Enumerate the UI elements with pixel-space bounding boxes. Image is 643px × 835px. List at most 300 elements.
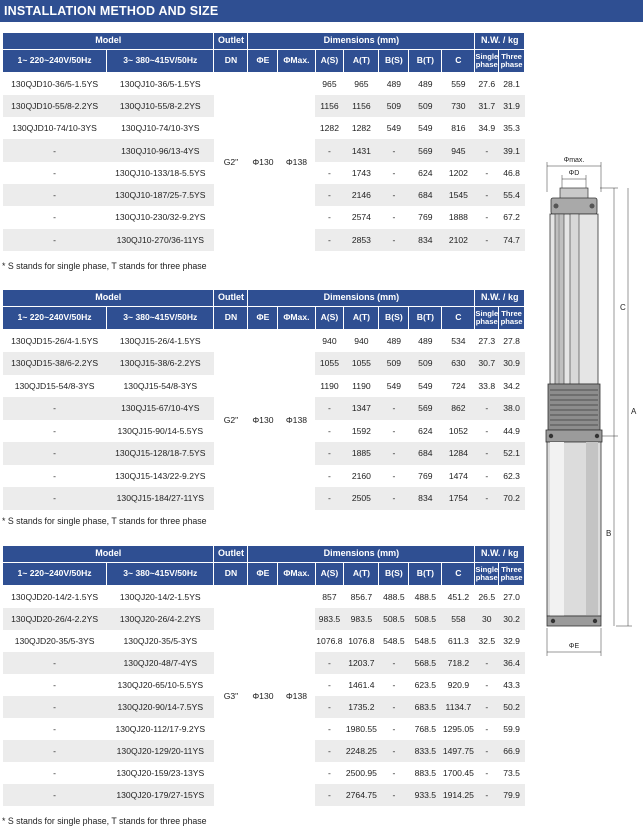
single-phase-model: - xyxy=(3,442,107,465)
outlet-dn: G2" xyxy=(214,73,248,251)
dimensions-header: Dimensions (mm) xyxy=(248,33,475,50)
nw-header: N.W. / kg xyxy=(475,33,525,50)
outlet-header: Outlet xyxy=(214,546,248,563)
weight-three: 62.3 xyxy=(503,470,520,481)
weight-three: 43.3 xyxy=(503,679,520,690)
a-s-value: - xyxy=(328,723,331,734)
model-header: Model xyxy=(3,546,214,563)
weight-three: 35.3 xyxy=(503,123,520,134)
weight-single: - xyxy=(475,784,499,806)
single-phase-model: - xyxy=(53,723,57,734)
coupling-flange xyxy=(546,430,602,442)
outlet-dn: G3" xyxy=(214,586,248,806)
weight-single-header: Single phase xyxy=(475,563,499,586)
weight-three: 52.1 xyxy=(499,442,525,465)
c-value: 1202 xyxy=(448,167,468,178)
three-phase-model: 130QJ15-26/4-1.5YS xyxy=(119,336,201,346)
b-t-value: 769 xyxy=(418,470,433,481)
weight-single: - xyxy=(475,184,499,206)
phi-max-value: Φ138 xyxy=(278,586,315,806)
weight-single: 34.9 xyxy=(478,123,496,134)
a-t-value: 1592 xyxy=(351,425,371,436)
pump-dimension-drawing xyxy=(538,152,638,662)
weight-single: - xyxy=(475,229,499,251)
a-s-value: - xyxy=(328,470,331,481)
a-s-value: - xyxy=(315,139,344,161)
single-phase-model: 130QJD10-36/5-1.5YS xyxy=(11,78,99,89)
three-phase-model: 130QJ20-179/27-15YS xyxy=(107,784,214,806)
b-s-header: B(S) xyxy=(379,563,409,586)
b-t-value: 548.5 xyxy=(414,635,437,646)
b-s-value: 549 xyxy=(386,123,402,134)
phi-max-header: ΦMax. xyxy=(278,307,315,330)
single-phase-model: 130QJD15-38/6-2.2YS xyxy=(3,352,107,375)
phi-max-label: Φmax. xyxy=(563,157,585,164)
a-s-value: - xyxy=(315,652,344,674)
b-t-value: 834 xyxy=(409,487,442,510)
three-phase-header: 3~ 380~415V/50Hz xyxy=(107,50,214,73)
b-t-value: 488.5 xyxy=(414,591,437,602)
single-phase-model: 130QJD20-35/5-3YS xyxy=(14,635,95,646)
weight-three: 67.2 xyxy=(503,212,520,223)
a-t-value: 2764.75 xyxy=(344,784,379,806)
table-row xyxy=(3,330,525,353)
spec-table-qj10 xyxy=(2,32,525,251)
weight-three: 28.1 xyxy=(503,78,520,89)
footnote: * S stands for single phase, T stands for three phase xyxy=(2,816,207,826)
single-phase-header: 1~ 220~240V/50Hz xyxy=(3,307,107,330)
phi-max-value: Φ138 xyxy=(278,330,315,510)
weight-single: - xyxy=(475,397,499,420)
a-s-value: 940 xyxy=(322,336,337,346)
b-s-value: - xyxy=(379,696,409,718)
table-row xyxy=(3,73,525,95)
dn-header: DN xyxy=(214,50,248,73)
weight-single-header: Single phase xyxy=(475,50,499,73)
three-phase-model: 130QJ15-90/14-5.5YS xyxy=(117,425,204,436)
three-phase-model: 130QJ10-187/25-7.5YS xyxy=(107,184,214,206)
single-phase-model: - xyxy=(3,652,107,674)
dn-header: DN xyxy=(214,563,248,586)
b-t-value: 883.5 xyxy=(414,767,437,778)
weight-single: 30 xyxy=(475,608,499,630)
three-phase-model: 130QJ20-129/20-11YS xyxy=(107,740,214,762)
a-t-value: 1203.7 xyxy=(344,652,379,674)
c-value: 862 xyxy=(442,397,475,420)
outlet-header: Outlet xyxy=(214,290,248,307)
a-t-value: 1282 xyxy=(351,123,371,134)
a-s-value: 1055 xyxy=(315,352,344,375)
b-s-header: B(S) xyxy=(379,307,409,330)
single-phase-model: - xyxy=(53,167,57,178)
a-s-value: 857 xyxy=(322,591,337,602)
nw-header: N.W. / kg xyxy=(475,546,525,563)
a-t-value: 2160 xyxy=(351,470,371,481)
phi-e-value: Φ130 xyxy=(248,330,278,510)
b-s-value: - xyxy=(392,723,396,734)
single-phase-model: - xyxy=(3,696,107,718)
b-t-value: 509 xyxy=(409,352,442,375)
c-value: 1284 xyxy=(442,442,475,465)
a-s-value: - xyxy=(315,184,344,206)
b-s-value: - xyxy=(379,740,409,762)
b-s-value: - xyxy=(379,397,409,420)
c-value: 816 xyxy=(451,123,466,134)
weight-three-header: Three phase xyxy=(499,50,525,73)
b-s-value: - xyxy=(379,442,409,465)
single-phase-model: - xyxy=(3,139,107,161)
weight-single: 27.6 xyxy=(478,78,496,89)
dn-header: DN xyxy=(214,307,248,330)
weight-single: - xyxy=(485,425,489,436)
a-s-header: A(S) xyxy=(315,50,344,73)
b-t-value: 509 xyxy=(409,95,442,117)
single-phase-header: 1~ 220~240V/50Hz xyxy=(3,50,107,73)
single-phase-model: - xyxy=(3,229,107,251)
c-value: 1497.75 xyxy=(442,740,475,762)
footnote: * S stands for single phase, T stands for three phase xyxy=(2,516,207,526)
c-value: 558 xyxy=(442,608,475,630)
b-t-header: B(T) xyxy=(409,563,442,586)
a-s-value: - xyxy=(328,167,331,178)
b-t-value: 684 xyxy=(409,442,442,465)
weight-single: - xyxy=(485,167,489,178)
b-t-value: 933.5 xyxy=(409,784,442,806)
weight-three: 73.5 xyxy=(503,767,520,778)
c-value: 451.2 xyxy=(447,591,470,602)
phi-max-value: Φ138 xyxy=(278,73,315,251)
weight-three: 38.0 xyxy=(499,397,525,420)
b-s-value: - xyxy=(379,229,409,251)
a-t-value: 2574 xyxy=(351,212,371,223)
phi-e-value: Φ130 xyxy=(248,586,278,806)
a-t-value: 1885 xyxy=(344,442,379,465)
c-value: 1914.25 xyxy=(442,784,475,806)
b-s-value: - xyxy=(379,487,409,510)
weight-three: 59.9 xyxy=(503,723,520,734)
three-phase-model: 130QJ15-128/18-7.5YS xyxy=(107,442,214,465)
a-s-value: 983.5 xyxy=(315,608,344,630)
nw-header: N.W. / kg xyxy=(475,290,525,307)
outlet-header: Outlet xyxy=(214,33,248,50)
three-phase-model: 130QJ15-38/6-2.2YS xyxy=(107,352,214,375)
weight-three: 34.2 xyxy=(503,380,520,391)
three-phase-model: 130QJ20-90/14-7.5YS xyxy=(107,696,214,718)
single-phase-model: - xyxy=(3,487,107,510)
three-phase-model: 130QJ20-112/17-9.2YS xyxy=(115,723,206,734)
a-t-value: 1076.8 xyxy=(348,635,375,646)
three-phase-model: 130QJ10-36/5-1.5YS xyxy=(119,78,201,89)
b-s-value: - xyxy=(392,679,396,690)
phi-e-value: Φ130 xyxy=(248,73,278,251)
single-phase-model: 130QJD10-55/8-2.2YS xyxy=(3,95,107,117)
b-s-value: 488.5 xyxy=(383,591,405,602)
c-header: C xyxy=(442,563,475,586)
phi-e-header: ΦE xyxy=(248,563,278,586)
c-label: C xyxy=(620,303,626,312)
c-header: C xyxy=(442,307,475,330)
b-s-value: 508.5 xyxy=(379,608,409,630)
c-value: 1474 xyxy=(448,470,468,481)
phi-e-header: ΦE xyxy=(248,307,278,330)
a-t-value: 2505 xyxy=(344,487,379,510)
c-value: 730 xyxy=(442,95,475,117)
weight-single: 32.5 xyxy=(478,635,496,646)
single-phase-header: 1~ 220~240V/50Hz xyxy=(3,563,107,586)
weight-three: 46.8 xyxy=(503,167,520,178)
weight-single: - xyxy=(475,652,499,674)
c-value: 724 xyxy=(451,380,466,391)
c-value: 1295.05 xyxy=(442,723,474,734)
b-s-value: - xyxy=(392,212,396,223)
three-phase-model: 130QJ20-48/7-4YS xyxy=(107,652,214,674)
weight-single: 31.7 xyxy=(475,95,499,117)
a-t-value: 2853 xyxy=(344,229,379,251)
dimensions-header: Dimensions (mm) xyxy=(248,290,475,307)
single-phase-model: - xyxy=(53,212,57,223)
a-s-value: - xyxy=(328,425,331,436)
b-s-value: 489 xyxy=(386,336,402,346)
a-t-value: 983.5 xyxy=(344,608,379,630)
a-t-value: 856.7 xyxy=(350,591,373,602)
a-s-value: - xyxy=(315,442,344,465)
weight-three: 27.0 xyxy=(503,591,520,602)
weight-three: 30.2 xyxy=(499,608,525,630)
phi-e-label: ΦE xyxy=(568,643,580,650)
c-value: 718.2 xyxy=(442,652,475,674)
b-s-value: - xyxy=(379,184,409,206)
c-value: 1134.7 xyxy=(442,696,475,718)
weight-single-header: Single phase xyxy=(475,307,499,330)
b-t-value: 549 xyxy=(418,123,433,134)
b-s-value: - xyxy=(392,167,396,178)
three-phase-model: 130QJ15-54/8-3YS xyxy=(123,380,198,391)
weight-three: 30.9 xyxy=(499,352,525,375)
c-header: C xyxy=(442,50,475,73)
inlet-screen xyxy=(548,384,600,430)
table-row xyxy=(3,586,525,608)
b-t-header: B(T) xyxy=(409,307,442,330)
a-s-value: 1156 xyxy=(315,95,344,117)
weight-single: 26.5 xyxy=(478,591,496,602)
b-s-value: 509 xyxy=(379,95,409,117)
weight-single: - xyxy=(475,740,499,762)
weight-three: 31.9 xyxy=(499,95,525,117)
weight-single: - xyxy=(485,723,489,734)
weight-three-header: Three phase xyxy=(499,307,525,330)
three-phase-model: 130QJ20-159/23-13YS xyxy=(116,767,205,778)
b-s-value: - xyxy=(392,470,396,481)
three-phase-model: 130QJ20-26/4-2.2YS xyxy=(107,608,214,630)
b-t-value: 624 xyxy=(418,425,433,436)
weight-three: 36.4 xyxy=(499,652,525,674)
weight-single: - xyxy=(485,212,489,223)
a-t-value: 1347 xyxy=(344,397,379,420)
b-t-value: 769 xyxy=(418,212,433,223)
single-phase-model: - xyxy=(3,184,107,206)
three-phase-model: 130QJ10-74/10-3YS xyxy=(121,123,200,134)
three-phase-model: 130QJ10-133/18-5.5YS xyxy=(115,167,206,178)
weight-three: 70.2 xyxy=(499,487,525,510)
b-t-value: 569 xyxy=(409,397,442,420)
weight-single: - xyxy=(485,470,489,481)
b-s-value: - xyxy=(379,139,409,161)
cable-guard xyxy=(555,214,564,384)
a-t-value: 2500.95 xyxy=(345,767,377,778)
b-s-value: 548.5 xyxy=(383,635,405,646)
phi-max-header: ΦMax. xyxy=(278,563,315,586)
a-s-value: - xyxy=(315,696,344,718)
a-s-value: - xyxy=(328,212,331,223)
model-header: Model xyxy=(3,33,214,50)
phi-max-header: ΦMax. xyxy=(278,50,315,73)
b-s-value: 509 xyxy=(379,352,409,375)
b-t-value: 489 xyxy=(418,78,433,89)
weight-three: 39.1 xyxy=(499,139,525,161)
b-s-header: B(S) xyxy=(379,50,409,73)
a-s-value: 1076.8 xyxy=(316,635,343,646)
single-phase-model: - xyxy=(3,397,107,420)
three-phase-model: 130QJ10-55/8-2.2YS xyxy=(107,95,214,117)
b-t-value: 549 xyxy=(418,380,433,391)
b-t-value: 508.5 xyxy=(409,608,442,630)
a-t-value: 940 xyxy=(354,336,369,346)
c-value: 630 xyxy=(442,352,475,375)
b-t-value: 683.5 xyxy=(409,696,442,718)
b-label: B xyxy=(606,529,612,538)
a-s-value: - xyxy=(315,784,344,806)
weight-three-header: Three phase xyxy=(499,563,525,586)
a-s-value: 1190 xyxy=(320,380,339,391)
a-t-value: 2146 xyxy=(344,184,379,206)
b-s-value: 489 xyxy=(386,78,402,89)
three-phase-model: 130QJ10-230/32-9.2YS xyxy=(115,212,206,223)
c-value: 534 xyxy=(451,336,466,346)
a-t-value: 2248.25 xyxy=(344,740,379,762)
weight-three: 74.7 xyxy=(499,229,525,251)
weight-single: - xyxy=(475,696,499,718)
three-phase-model: 130QJ10-270/36-11YS xyxy=(107,229,214,251)
a-t-value: 1156 xyxy=(344,95,379,117)
a-t-value: 1980.55 xyxy=(345,723,377,734)
a-t-value: 1055 xyxy=(344,352,379,375)
weight-single: - xyxy=(475,139,499,161)
a-t-value: 965 xyxy=(354,78,369,89)
weight-three: 79.9 xyxy=(499,784,525,806)
three-phase-model: 130QJ20-35/5-3YS xyxy=(123,635,198,646)
a-s-value: - xyxy=(315,397,344,420)
single-phase-model: - xyxy=(53,767,57,778)
single-phase-model: 130QJD10-74/10-3YS xyxy=(12,123,97,134)
c-value: 920.9 xyxy=(447,679,470,690)
phi-e-header: ΦE xyxy=(248,50,278,73)
single-phase-model: - xyxy=(53,425,57,436)
weight-three: 27.8 xyxy=(503,336,520,346)
weight-three: 32.9 xyxy=(503,635,520,646)
a-t-value: 1431 xyxy=(344,139,379,161)
weight-single: - xyxy=(475,442,499,465)
b-s-value: 549 xyxy=(386,380,402,391)
a-t-value: 1735.2 xyxy=(344,696,379,718)
three-phase-model: 130QJ20-14/2-1.5YS xyxy=(119,591,201,602)
c-value: 2102 xyxy=(442,229,475,251)
b-t-header: B(T) xyxy=(409,50,442,73)
b-t-value: 623.5 xyxy=(414,679,437,690)
a-t-header: A(T) xyxy=(344,307,379,330)
single-phase-model: - xyxy=(53,679,57,690)
weight-single: 27.3 xyxy=(478,336,496,346)
weight-three: 55.4 xyxy=(499,184,525,206)
model-header: Model xyxy=(3,290,214,307)
a-s-value: - xyxy=(315,229,344,251)
a-s-value: - xyxy=(315,487,344,510)
a-s-header: A(S) xyxy=(315,307,344,330)
c-value: 1545 xyxy=(442,184,475,206)
weight-three: 50.2 xyxy=(499,696,525,718)
a-t-header: A(T) xyxy=(344,563,379,586)
c-value: 945 xyxy=(442,139,475,161)
b-t-value: 489 xyxy=(418,336,433,346)
b-t-value: 624 xyxy=(418,167,433,178)
weight-single: - xyxy=(485,767,489,778)
b-s-value: - xyxy=(379,652,409,674)
a-s-value: 1282 xyxy=(319,123,339,134)
c-value: 1700.45 xyxy=(442,767,474,778)
single-phase-model: 130QJD20-14/2-1.5YS xyxy=(11,591,99,602)
three-phase-model: 130QJ15-143/22-9.2YS xyxy=(115,470,206,481)
c-value: 1754 xyxy=(442,487,475,510)
single-phase-model: 130QJD15-26/4-1.5YS xyxy=(11,336,99,346)
footnote: * S stands for single phase, T stands for three phase xyxy=(2,261,207,271)
three-phase-header: 3~ 380~415V/50Hz xyxy=(107,307,214,330)
weight-single: 33.8 xyxy=(478,380,496,391)
b-t-value: 684 xyxy=(409,184,442,206)
three-phase-model: 130QJ15-67/10-4YS xyxy=(107,397,214,420)
a-t-value: 1190 xyxy=(352,380,371,391)
single-phase-model: - xyxy=(3,784,107,806)
weight-three: 44.9 xyxy=(503,425,520,436)
section-title: INSTALLATION METHOD AND SIZE xyxy=(0,0,643,22)
b-s-value: - xyxy=(379,784,409,806)
a-s-value: 965 xyxy=(322,78,337,89)
b-t-value: 833.5 xyxy=(409,740,442,762)
b-s-value: - xyxy=(392,767,396,778)
dimensions-header: Dimensions (mm) xyxy=(248,546,475,563)
b-t-value: 569 xyxy=(409,139,442,161)
single-phase-model: 130QJD15-54/8-3YS xyxy=(14,380,95,391)
a-t-header: A(T) xyxy=(344,50,379,73)
a-s-header: A(S) xyxy=(315,563,344,586)
weight-single: - xyxy=(485,679,489,690)
a-t-value: 1743 xyxy=(351,167,371,178)
c-value: 1052 xyxy=(448,425,468,436)
weight-single: 30.7 xyxy=(475,352,499,375)
spec-table-qj20 xyxy=(2,545,525,806)
weight-single: - xyxy=(475,487,499,510)
b-s-value: - xyxy=(392,425,396,436)
a-t-value: 1461.4 xyxy=(348,679,375,690)
a-s-value: - xyxy=(328,767,331,778)
three-phase-model: 130QJ20-65/10-5.5YS xyxy=(117,679,204,690)
a-label: A xyxy=(631,407,637,416)
a-s-value: - xyxy=(315,740,344,762)
spec-table-qj15 xyxy=(2,289,525,510)
weight-three: 66.9 xyxy=(499,740,525,762)
three-phase-model: 130QJ10-96/13-4YS xyxy=(107,139,214,161)
single-phase-model: - xyxy=(53,470,57,481)
outlet-dn: G2" xyxy=(214,330,248,510)
three-phase-model: 130QJ15-184/27-11YS xyxy=(107,487,214,510)
